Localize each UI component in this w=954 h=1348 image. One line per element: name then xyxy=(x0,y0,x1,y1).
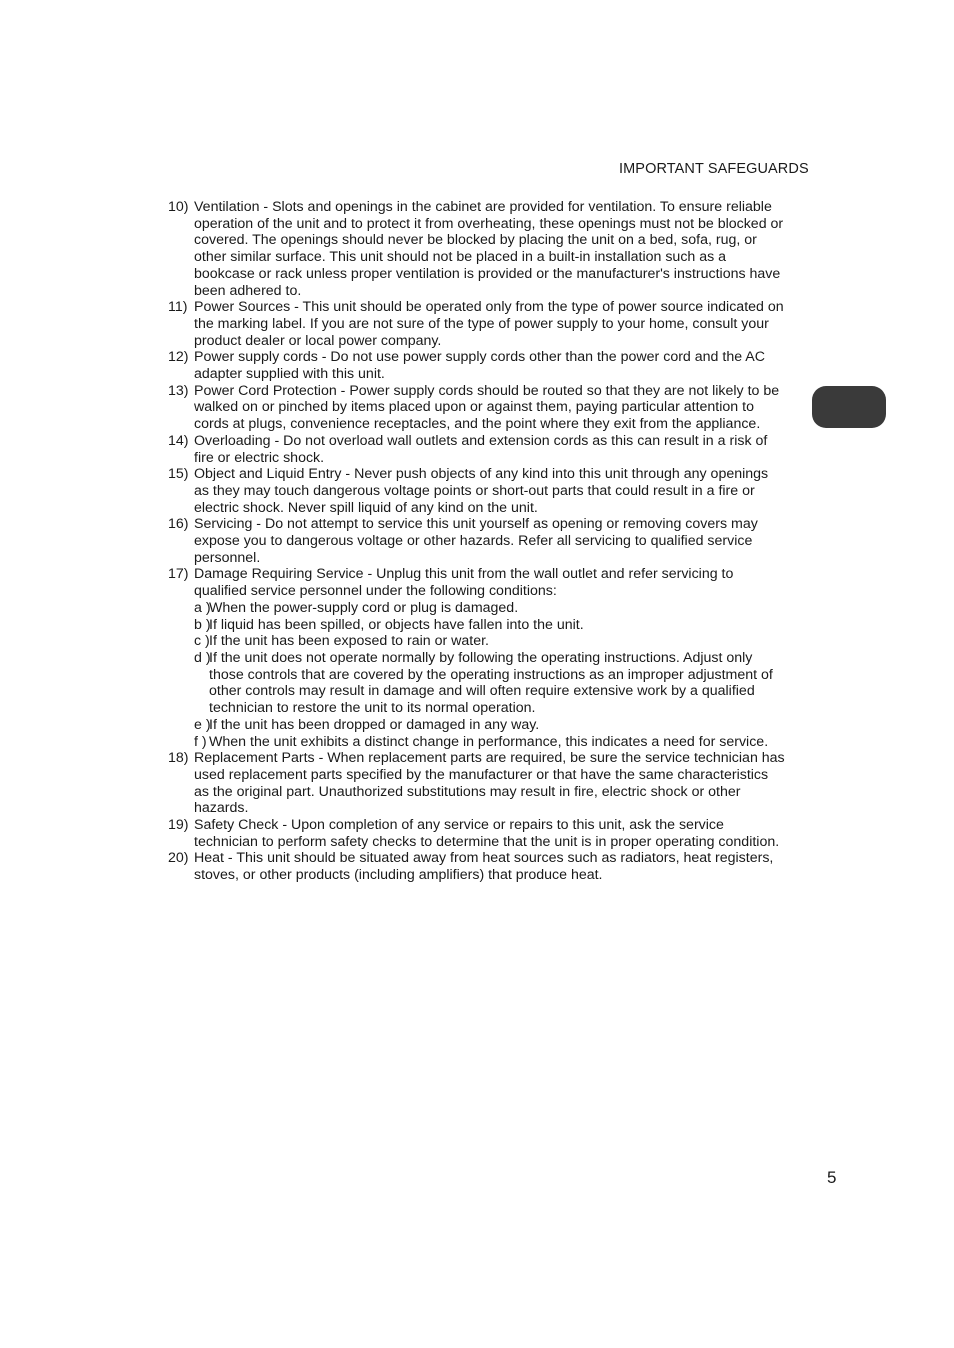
item-text: Overloading - Do not overload wall outlets and extension cords as this can result in a risk of fire or electric shock. xyxy=(194,432,768,466)
list-item xyxy=(168,850,786,883)
sub-item-letter: d ) xyxy=(194,649,211,666)
sub-item-letter: b ) xyxy=(194,616,211,633)
sub-item-letter: c ) xyxy=(194,633,210,650)
sub-item-text: If the unit has been dropped or damaged in any way. xyxy=(209,716,540,733)
page-number: 5 xyxy=(827,1168,837,1187)
section-tab-marker xyxy=(812,386,886,428)
list-item xyxy=(168,516,786,566)
page-header-title: IMPORTANT SAFEGUARDS xyxy=(619,161,809,177)
list-item xyxy=(168,566,786,599)
list-item xyxy=(168,383,786,433)
item-text: Damage Requiring Service - Unplug this unit from the wall outlet and refer servicing to qualified service personnel under the following conditions: xyxy=(194,566,734,600)
item-number: 14) xyxy=(168,432,189,449)
sub-item-text: If the unit does not operate normally by following the operating instructions. Adjust only those controls that are covered by the operating instructions as an improper adjustment of other controls may result in damage and will often require extensive work by a qualified technician to restore the unit to its normal operation. xyxy=(209,649,773,717)
item-number: 16) xyxy=(168,516,189,533)
item-number: 15) xyxy=(168,466,189,483)
item-text: Safety Check - Upon completion of any service or repairs to this unit, ask the service technician to perform safety checks to determine that the unit is in proper operating condition. xyxy=(194,817,780,850)
sub-list-item xyxy=(168,617,786,634)
item-text: Ventilation - Slots and openings in the cabinet are provided for ventilation. To ensure reliable operation of the unit and to protect it from overheating, these openings must not be blocked or covered. The openings should never be blocked by placing the unit on a bed, sofa, rug, or other similar surface. This unit should not be placed in a built-in installation such as a bookcase or rack unless proper ventilation is provided or the manufacturer's instructions have been adhered to. xyxy=(194,199,784,299)
item-text: Replacement Parts - When replacement parts are required, be sure the service technician has used replacement parts specified by the manufacturer or that have the same characteristics as the original part. Unauthorized substitutions may result in fire, electric shock or other hazards. xyxy=(194,750,785,817)
sub-item-letter: f ) xyxy=(194,733,207,750)
item-text: Heat - This unit should be situated away from heat sources such as radiators, heat registers, stoves, or other products (including amplifiers) that produce heat. xyxy=(194,850,774,884)
list-item xyxy=(168,466,786,516)
sub-item-letter: e ) xyxy=(194,716,211,733)
item-number: 13) xyxy=(168,382,189,399)
list-item xyxy=(168,817,786,850)
item-text: Power Sources - This unit should be operated only from the type of power source indicated on the marking label. If you are not sure of the type of power supply to your home, consult your product dealer or local power company. xyxy=(194,299,784,349)
sub-list-item xyxy=(168,734,786,751)
item-number: 17) xyxy=(168,566,189,583)
sub-list-item xyxy=(168,717,786,734)
item-number: 12) xyxy=(168,349,189,366)
item-text: Object and Liquid Entry - Never push objects of any kind into this unit through any openings as they may touch dangerous voltage points or short-out parts that could result in a fire or electric shock. Never spill liquid of any kind on the unit. xyxy=(194,466,769,516)
sub-item-text: When the power-supply cord or plug is damaged. xyxy=(209,599,519,616)
item-number: 20) xyxy=(168,850,189,867)
item-number: 19) xyxy=(168,817,189,834)
item-number: 10) xyxy=(168,199,189,215)
sub-item-text: When the unit exhibits a distinct change in performance, this indicates a need for service. xyxy=(209,733,769,750)
list-item xyxy=(168,433,786,466)
list-item xyxy=(168,199,786,299)
item-number: 11) xyxy=(168,299,188,316)
sub-list-item xyxy=(168,633,786,650)
item-text: Power supply cords - Do not use power supply cords other than the power cord and the AC adapter supplied with this unit. xyxy=(194,349,765,383)
sub-list-item xyxy=(168,650,786,717)
safeguards-list xyxy=(168,199,786,884)
sub-item-text: If liquid has been spilled, or objects have fallen into the unit. xyxy=(209,616,584,633)
sub-item-letter: a ) xyxy=(194,599,211,616)
list-item xyxy=(168,349,786,382)
list-item xyxy=(168,750,786,817)
item-number: 18) xyxy=(168,750,189,767)
sub-item-text: If the unit has been exposed to rain or water. xyxy=(209,633,489,650)
item-text: Power Cord Protection - Power supply cords should be routed so that they are not likely to be walked on or pinched by items placed upon or against them, paying particular attention to cords at plugs, convenience receptacles, and the point where they exit from the appliance. xyxy=(194,382,780,433)
sub-list-item xyxy=(168,600,786,617)
item-text: Servicing - Do not attempt to service this unit yourself as opening or removing covers may expose you to dangerous voltage or other hazards. Refer all servicing to qualified service personnel. xyxy=(194,516,758,566)
list-item xyxy=(168,299,786,349)
